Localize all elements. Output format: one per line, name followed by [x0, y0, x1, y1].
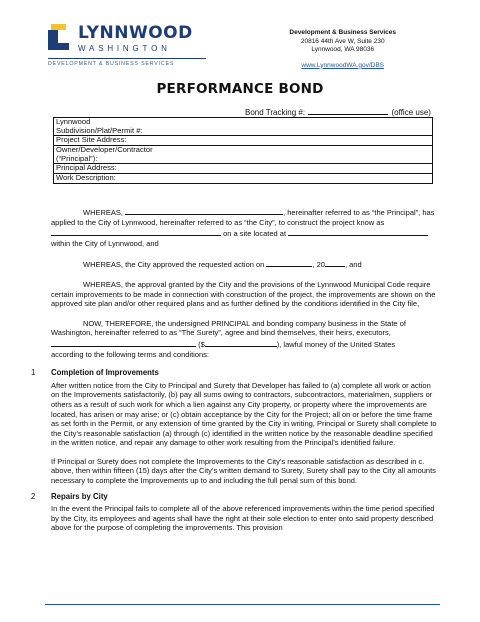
bond-amount-blank[interactable] [205, 338, 277, 347]
principal-address-field[interactable] [54, 164, 433, 174]
project-site-address-field[interactable] [54, 136, 433, 146]
section-1-paragraph-1: After written notice from the City to Principal and Surety that Developer has failed to (a) complete all work or action on the Improvements satisfactorily, (b) pay all sums owing to contractors, subcontractors, materialmen, suppliers or others as a result of such work for which a lien against any City property, or property where the improvements are located, has arisen or may arise; or (c) obtain acceptance by the City for the Project; all on or before the time frame as set forth in the Permit, or any extension of time granted by the City in writing, Principal or Surety shall complete to the City’s reasonable satisfaction (a) through (c) identified in the written notice by the reasonable deadline specified in the written notice, and repair any damage to other work resulting from the Principal’s identified failure. [51, 380, 437, 448]
city-state-zip: Lynnwood, WA 98036 [311, 46, 375, 54]
page-title: PERFORMANCE BOND [156, 81, 324, 97]
permit-number-label: Lynnwood Subdivision/Plat/Permit #: [56, 117, 143, 135]
work-description-label: Work Description: [56, 173, 116, 183]
logo-tagline: DEVELOPMENT & BUSINESS SERVICES [48, 61, 175, 67]
approval-date-blank[interactable] [266, 258, 312, 267]
street-address: 20816 44th Ave W, Suite 230 [300, 37, 385, 45]
section-2-paragraph-1: In the event the Principal fails to complete all of the above referenced improvements within the time period specified by the City, its employees and agents shall have the right at their sole election to enter onto said property described above for the purpose of completing the improvements. This provision [51, 504, 435, 533]
whereas-improvements-paragraph: WHEREAS, the approval granted by the City and the provisions of the Lynnwood Municipal Code require certain improvements to be made in connection with construction of the project, the improvements are shown on the approved site plan and/or other required plans and as further defined by the conditions identified in the City file, [51, 279, 436, 309]
logo-divider [48, 58, 206, 59]
department-website-link[interactable]: www.LynnwoodWA.gov/DBS [301, 61, 385, 69]
principal-name-blank[interactable] [125, 206, 283, 215]
footer-divider [45, 604, 440, 605]
bond-body-text [31, 206, 437, 533]
whereas-approval-date-paragraph: WHEREAS, the City approved the requested action on , 20 , and [83, 260, 362, 270]
project-name-blank[interactable] [51, 227, 221, 236]
now-therefore-paragraph: NOW, THEREFORE, the undersigned PRINCIPAL and bonding company business in the State of Washington, hereinafter referred to as “The Surety”, agree and bind themselves, their heirs, executors, ($ ), lawful money of the United States according to the following terms and conditions: [51, 318, 406, 359]
principal-name-label: Owner/Developer/Contractor (“Principal”): [56, 145, 153, 163]
bond-amount-words-blank[interactable] [51, 338, 196, 347]
principal-name-field[interactable] [54, 146, 433, 164]
bond-tracking-field[interactable] [308, 114, 388, 115]
project-info-table [53, 117, 433, 184]
bond-tracking-label: Bond Tracking #: [245, 108, 306, 117]
site-location-blank[interactable] [288, 227, 428, 236]
bond-tracking-line [245, 108, 431, 117]
principal-address-label: Principal Address: [56, 163, 117, 173]
logo-wordmark: LYNNWOOD [78, 23, 193, 43]
section-2-heading: 2 Repairs by City [31, 491, 108, 501]
department-name: Development & Business Services [289, 29, 396, 36]
lynnwood-logo [48, 24, 208, 72]
logo-subtitle: WASHINGTON [78, 44, 171, 53]
project-site-address-label: Project Site Address: [56, 135, 127, 145]
lynnwood-logo-mark-icon [48, 24, 72, 50]
section-1-heading: 1 Completion of Improvements [31, 368, 159, 378]
whereas-principal-paragraph: WHEREAS, , hereinafter referred to as “the Principal”, has applied to the City of Lynnwood, hereinafter referred to as “the City”, to construct the project know as on a site located at within the City of Lynnwood, and [51, 208, 435, 248]
approval-year-blank[interactable] [325, 258, 345, 267]
work-description-field[interactable] [54, 174, 433, 184]
department-address-block [289, 29, 396, 70]
bond-tracking-note: (office use) [391, 108, 431, 117]
section-1-paragraph-2: If Principal or Surety does not complete the Improvements to the City’s reasonable satisfaction as described in c. above, then within fifteen (15) days after the City’s written demand to Surety, Surety shall pay to the City all amounts necessary to complete the Improvements up to and including the full penal sum of this bond. [51, 456, 436, 486]
permit-number-field[interactable] [54, 118, 433, 136]
